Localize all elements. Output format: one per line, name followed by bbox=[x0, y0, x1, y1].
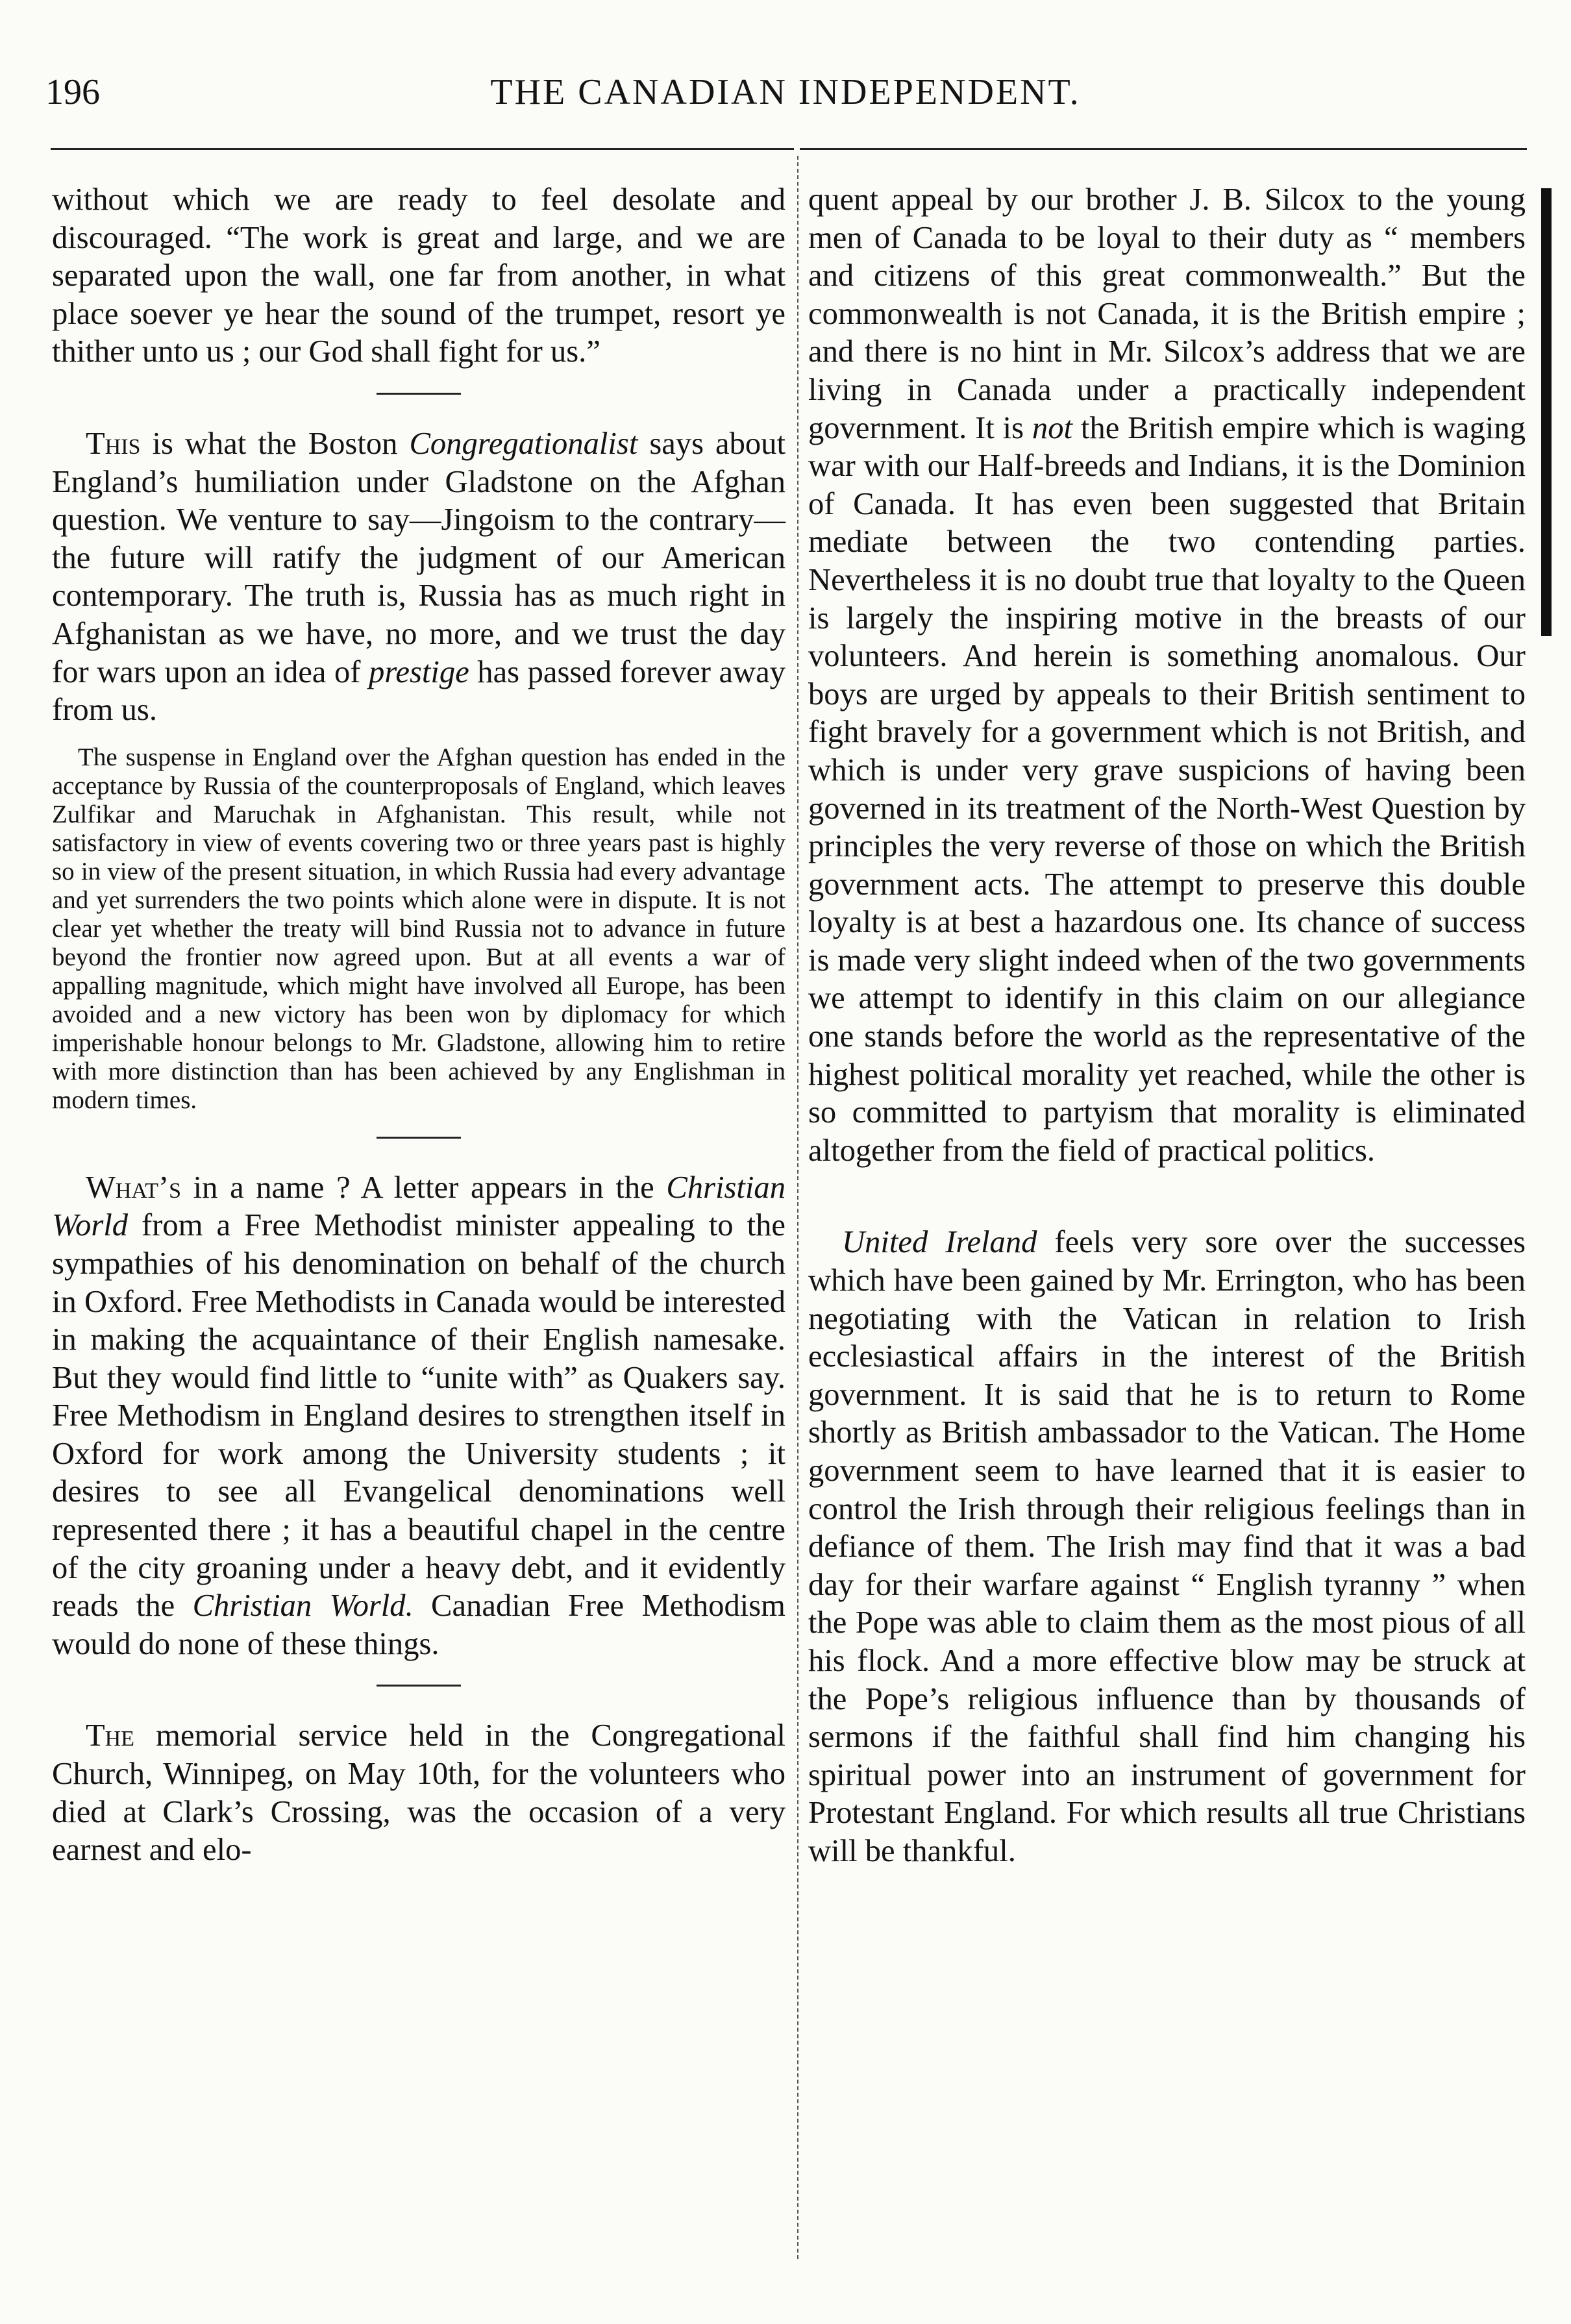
section-separator bbox=[1125, 1195, 1209, 1197]
paragraph-afghan-question bbox=[52, 425, 786, 729]
italic-publication-name: United Ireland bbox=[842, 1224, 1037, 1260]
paragraph-text: Canadian Free Methodism would do none of these things. bbox=[52, 1588, 786, 1661]
italic-word: prestige bbox=[369, 654, 469, 689]
section-separator bbox=[377, 1685, 461, 1687]
page-header bbox=[45, 65, 1526, 123]
column-divider bbox=[797, 156, 798, 2259]
paragraph-text: from a Free Methodist minister appealing to the sympathies of his denomination on behalf of the church in Oxford. Free Methodists in Canada would be interested in making the acquaintance of their English namesake. But they would find little to “unite with” as Quakers say. Free Methodism in England desires to strengthen itself in Oxford for work among the University students ; it desires to see all Evangelical denominations well represented there ; it has a beautiful chapel in the centre of the city groaning under a heavy debt, and it evidently reads the bbox=[52, 1207, 786, 1624]
paragraph-text: feels very sore over the successes which have been gained by Mr. Errington, who has been negotiating with the Vatican in relation to Irish ecclesiastical affairs in the interest of the British government. It is said that he is to return to Rome shortly as British ambassador to the Vatican. The Home government seem to have learned that it is easier to control the Irish through their religious feelings than in defiance of them. The Irish may find that it was a bad day for their warfare against “ English tyranny ” when the Pope was able to claim them as the most pious of all his flock. And a more effective blow may be struck at the Pope’s religious influence than by thousands of sermons if the faithful shall find him changing his spiritual power into an instrument of government for Protestant England. For which results all true Christians will be thankful. bbox=[808, 1224, 1526, 1868]
italic-word: not bbox=[1032, 410, 1073, 445]
paragraph-lead-word: What’s bbox=[86, 1169, 182, 1205]
paragraph-text: says about England’s humiliation under Gladstone on the Afghan question. We venture to say—Jingoism to the contrary—the future will ratify the judgment of our American contemporary. The truth is, Russia has as much right in Afghanistan as we have, no more, and we trust the day for wars upon an idea of bbox=[52, 425, 786, 689]
page-edge-mark bbox=[1541, 188, 1552, 636]
paragraph-united-ireland bbox=[808, 1223, 1526, 1870]
paragraph-text: the British empire which is waging war with our Half-breeds and Indians, it is the Dominion of Canada. It has even been suggested that Britain mediate between the two contending parties. Nevertheless it is no doubt true that loyalty to the Queen is largely the inspiring motive in the breasts of our volunteers. And herein is something anomalous. Our boys are urged by appeals to their British sentiment to fight bravely for a government which is not British, and which is under very grave suspicions of having been governed in its treatment of the North-West Question by principles the very reverse of those on which the British government acts. The attempt to preserve this double loyalty is at best a hazardous one. Its chance of success is made very slight indeed when of the two governments we attempt to identify in this claim on our allegiance one stands before the world as the representative of the highest political morality yet reached, while the other is so committed to partyism that morality is eliminated altogether from the field of practical politics. bbox=[808, 410, 1526, 1168]
quoted-extract: The suspense in England over the Afghan question has ended in the acceptance by Russia of the counterproposals of England, which leaves Zulfikar and Maruchak in Afghanistan. This result, while not satisfactory in view of events covering two or three years past is highly so in view of the present situation, in which Russia had every advantage and yet surrenders the two points which alone were in dispute. It is not clear yet whether the treaty will bind Russia not to advance in future beyond the frontier now agreed upon. But at all events a war of appalling magnitude, which might have involved all Europe, has been avoided and a new victory has been won by diplomacy for which imperishable honour belongs to Mr. Gladstone, allowing him to retire with more distinction than has been achieved by any Englishman in modern times. bbox=[52, 743, 786, 1114]
paragraph-text: has passed forever away from us. bbox=[52, 654, 786, 728]
running-title: THE CANADIAN INDEPENDENT. bbox=[490, 72, 1081, 112]
paragraph-free-methodists bbox=[52, 1168, 786, 1663]
paragraph-continuation: without which we are ready to feel desolate and discouraged. “The work is great and large, and we are separated upon the wall, one far from another, in what place soever ye hear the sound of the trumpet, resort ye thither unto us ; our God shall fight for us.” bbox=[52, 182, 786, 369]
page-number: 196 bbox=[45, 72, 100, 112]
left-column bbox=[52, 180, 786, 1869]
right-column bbox=[808, 180, 1526, 1870]
italic-publication-name: Christian World bbox=[52, 1169, 786, 1243]
paragraph-text: is what the Boston bbox=[140, 425, 410, 461]
italic-publication-name: Congregationalist bbox=[409, 425, 638, 461]
paragraph-loyalty bbox=[808, 180, 1526, 1169]
paragraph-text: in a name ? A letter appears in the bbox=[181, 1169, 667, 1205]
paragraph-lead-word: This bbox=[86, 425, 141, 461]
paragraph-text: memorial service held in the Congregational Church, Winnipeg, on May 10th, for the volunteers who died at Clark’s Crossing, was the occasion of a very earnest and elo- bbox=[52, 1718, 786, 1868]
paragraph-text: quent appeal by our brother J. B. Silcox to the young men of Canada to be loyal to their duty as “ members and citizens of this great commonwealth.” But the commonwealth is not Canada, it is the British empire ; and there is no hint in Mr. Silcox’s address that we are living in Canada under a practically independent government. It is bbox=[808, 182, 1526, 445]
italic-publication-name: Christian World. bbox=[192, 1588, 414, 1624]
header-rule-left bbox=[51, 148, 794, 150]
header-rule-right bbox=[800, 148, 1527, 150]
paragraph-memorial-service bbox=[52, 1716, 786, 1868]
paragraph-lead-word: The bbox=[86, 1718, 135, 1753]
section-separator bbox=[377, 393, 461, 395]
section-separator bbox=[377, 1137, 461, 1139]
